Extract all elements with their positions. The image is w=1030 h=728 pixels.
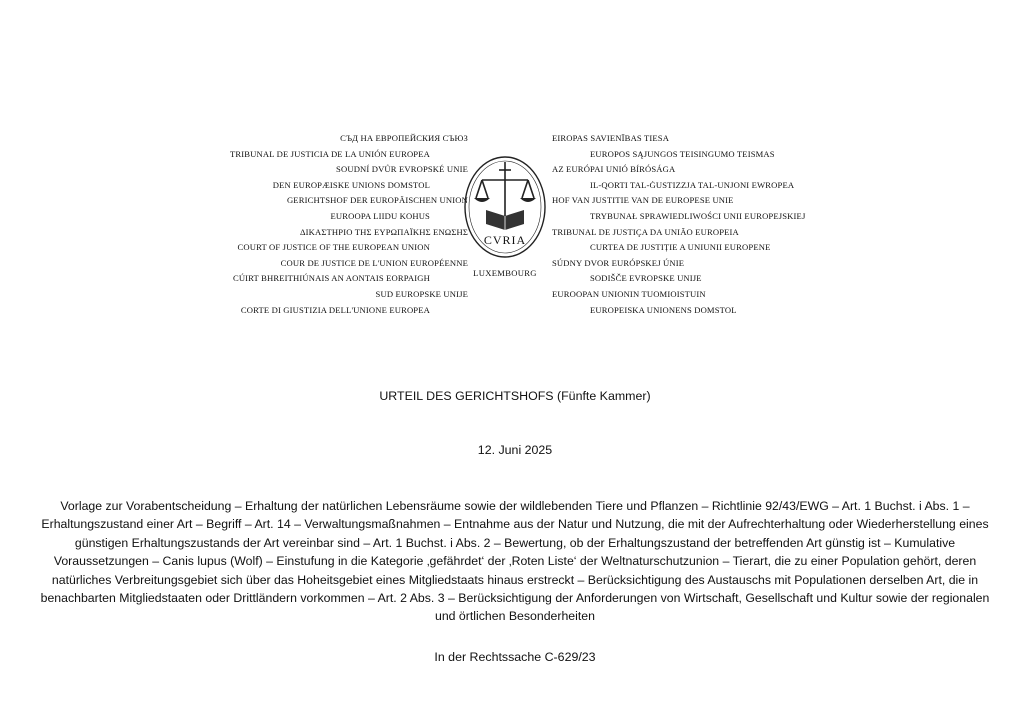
judgment-date: 12. Juni 2025 bbox=[477, 443, 553, 457]
court-name: EUROOPA LIIDU KOHUS bbox=[330, 210, 430, 221]
keywords-paragraph: Vorlage zur Vorabentscheidung – Erhaltung der natürlichen Lebensräume sowie der wildlebenden Tiere und Pflanzen – Richtlinie 92/43/EWG – Art. 1 Buchst. i Abs. 1 – Erhaltungszustand einer Art – Begriff – Art. 14 – Verwaltungsmaßnahmen – Entnahme aus der Natur und Nutzung, die mit der Aufrechterhaltung oder Wiederherstellung eines günstigen Erhaltungszustands der Art vereinbar sind – Art. 1 Buchst. i Abs. 2 – Bewertung, ob der Erhaltungszustand der betreffenden Art günstig ist – Kumulative Voraussetzungen – Canis lupus (Wolf) – Einstufung in die Kategorie ‚gefährdet‘ der ‚Roten Liste‘ der Weltnaturschutzunion – Tierart, die zu einer Population gehört, deren natürliches Verbreitungsgebiet sich über das Hoheitsgebiet eines Mitgliedstaats hinaus erstreckt – Berücksichtigung des Austauschs mit Populationen derselben Art, die in benachbarten Mitgliedstaaten oder Drittländern vorkommen – Art. 2 Abs. 3 – Berücksichtigung der Anforderungen von Wirtschaft, Gesellschaft und Kultur sowie der regionalen und örtlichen Besonderheiten bbox=[40, 499, 990, 624]
court-names-right bbox=[552, 131, 832, 318]
court-name: TRIBUNAL DE JUSTICIA DE LA UNIÓN EUROPEA bbox=[230, 148, 430, 159]
court-name: СЪД НА ЕВРОПЕЙСКИЯ СЪЮЗ bbox=[340, 133, 468, 143]
court-name: CURTEA DE JUSTIȚIE A UNIUNII EUROPENE bbox=[590, 242, 771, 253]
court-name: SODIŠČE EVROPSKE UNIJE bbox=[590, 273, 702, 284]
court-name: TRYBUNAŁ SPRAWIEDLIWOŚCI UNII EUROPEJSKIEJ bbox=[590, 210, 806, 221]
court-name: SUD EUROPSKE UNIJE bbox=[375, 288, 468, 299]
court-name: COURT OF JUSTICE OF THE EUROPEAN UNION bbox=[237, 242, 430, 253]
court-name: EUROPOS SĄJUNGOS TEISINGUMO TEISMAS bbox=[590, 148, 775, 159]
court-name: EUROPEISKA UNIONENS DOMSTOL bbox=[590, 304, 737, 315]
court-name: AZ EURÓPAI UNIÓ BÍRÓSÁGA bbox=[552, 164, 676, 175]
court-name: CORTE DI GIUSTIZIA DELL'UNIONE EUROPEA bbox=[240, 304, 430, 315]
court-name: ΔΙΚΑΣΤΗΡΙΟ ΤΗΣ ΕΥΡΩΠΑΪΚΗΣ ΕΝΩΣΗΣ bbox=[299, 226, 468, 237]
city-label: LUXEMBOURG bbox=[473, 268, 537, 278]
curia-emblem-icon bbox=[460, 152, 550, 260]
court-name: TRIBUNAL DE JUSTIÇA DA UNIÃO EUROPEIA bbox=[552, 226, 739, 237]
court-name: COUR DE JUSTICE DE L'UNION EUROPÉENNE bbox=[280, 257, 468, 268]
court-name: SÚDNY DVOR EURÓPSKEJ ÚNIE bbox=[552, 257, 685, 268]
court-name: DEN EUROPÆISKE UNIONS DOMSTOL bbox=[272, 179, 430, 190]
court-names-left bbox=[210, 131, 468, 318]
case-reference: In der Rechtssache C‑629/23 bbox=[434, 650, 596, 664]
emblem-text: CVRIA bbox=[483, 233, 527, 247]
court-name: GERICHTSHOF DER EUROPÄISCHEN UNION bbox=[286, 195, 468, 206]
judgment-title: URTEIL DES GERICHTSHOFS (Fünfte Kammer) bbox=[379, 389, 651, 403]
court-name: EIROPAS SAVIENĪBAS TIESA bbox=[552, 133, 670, 143]
court-name: EUROOPAN UNIONIN TUOMIOISTUIN bbox=[552, 288, 706, 299]
court-name: SOUDNÍ DVŮR EVROPSKÉ UNIE bbox=[336, 164, 468, 175]
court-name: HOF VAN JUSTITIE VAN DE EUROPESE UNIE bbox=[552, 195, 734, 206]
court-name: CÚIRT BHREITHIÚNAIS AN AONTAIS EORPAIGH bbox=[232, 273, 430, 284]
court-name: IL-QORTI TAL-ĠUSTIZZJA TAL-UNJONI EWROPEA bbox=[590, 179, 795, 190]
